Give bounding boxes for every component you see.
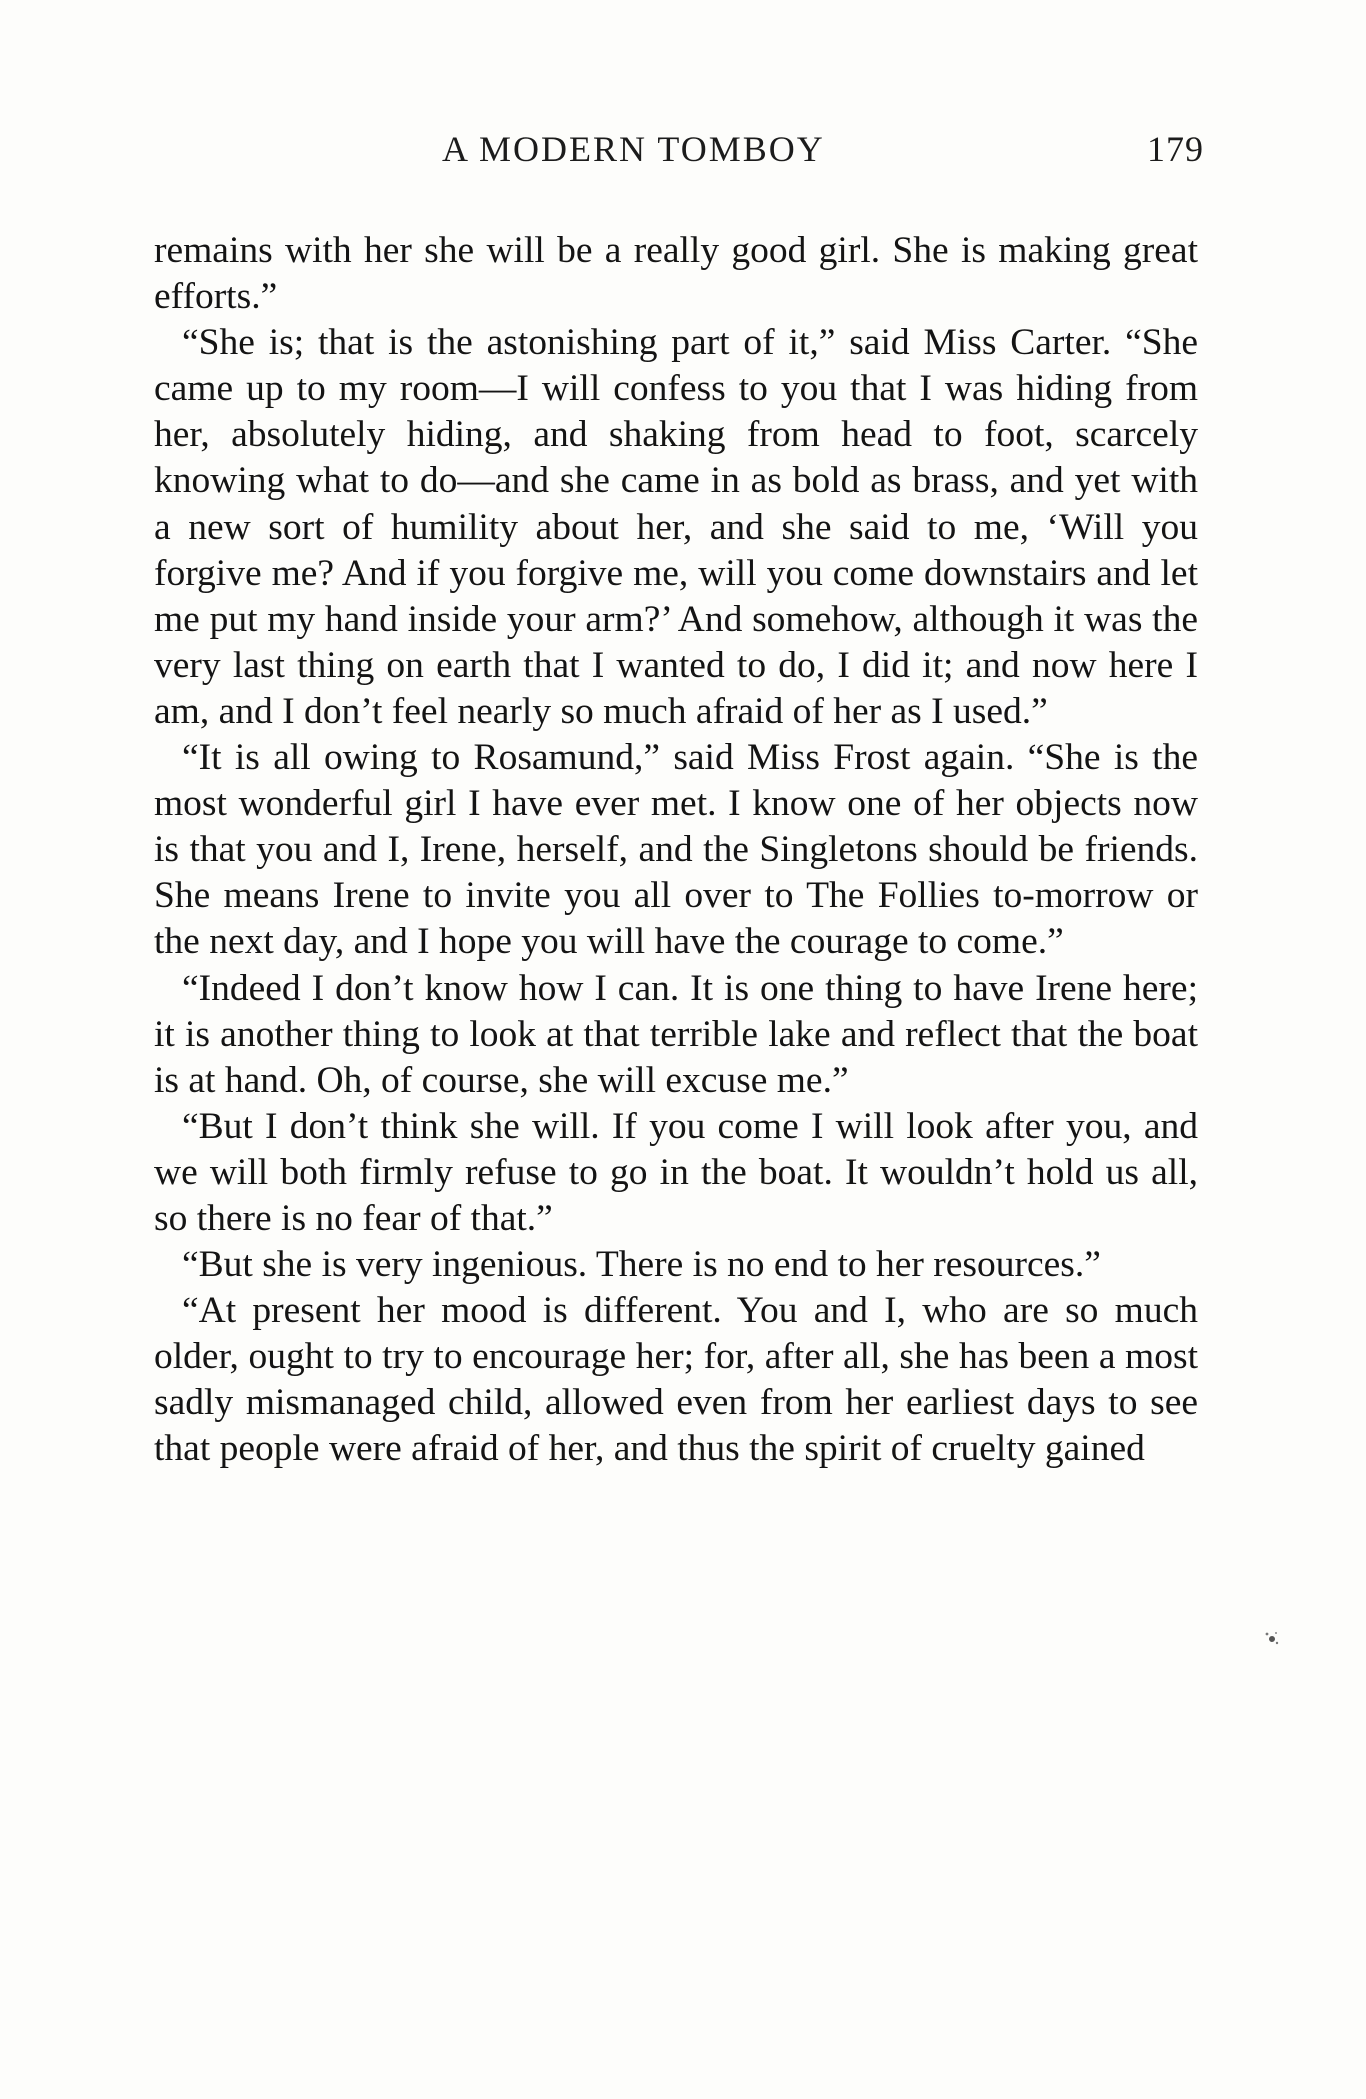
ink-smudge	[1262, 1628, 1282, 1650]
running-title: A MODERN TOMBOY	[442, 129, 825, 169]
running-head	[152, 128, 1204, 178]
paragraph: “But she is very ingenious. There is no end to her resources.”	[182, 1244, 1101, 1286]
paragraph: “Indeed I don’t know how I can. It is one thing to have Irene here; it is another thing to look at that terrible lake and reflect that the boat is at hand. Oh, of course, she will excuse me.”	[154, 967, 1198, 1101]
paragraph: “At present her mood is different. You and I, who are so much older, ought to try to encourage her; for, after all, she has been a most sadly mismanaged child, allowed even from her earliest days to see that people were afraid of her, and thus the spirit of cruelty gained	[154, 1290, 1198, 1470]
page-number: 179	[1147, 129, 1204, 169]
paragraph: “But I don’t think she will. If you come I will look after you, and we will both firmly refuse to go in the boat. It wouldn’t hold us all, so there is no fear of that.”	[154, 1105, 1198, 1239]
body-text	[154, 228, 1198, 1473]
paragraph: “It is all owing to Rosamund,” said Miss Frost again. “She is the most wonderful girl I have ever met. I know one of her objects now is that you and I, Irene, herself, and the Singletons should be friends. She means Irene to invite you all over to The Follies to-morrow or the next day, and I hope you will have the courage to come.”	[154, 737, 1198, 963]
paragraph-continued: remains with her she will be a really good girl. She is making great efforts.”	[154, 230, 1198, 318]
paragraph: “She is; that is the astonishing part of it,” said Miss Carter. “She came up to my room—I will confess to you that I was hiding from her, absolutely hiding, and shaking from head to foot, scarcely knowing what to do—and she came in as bold as brass, and yet with a new sort of humility about her, and she said to me, ‘Will you forgive me? And if you forgive me, will you come downstairs and let me put my hand inside your arm?’ And somehow, although it was the very last thing on earth that I wanted to do, I did it; and now here I am, and I don’t feel nearly so much afraid of her as I used.”	[154, 322, 1198, 732]
